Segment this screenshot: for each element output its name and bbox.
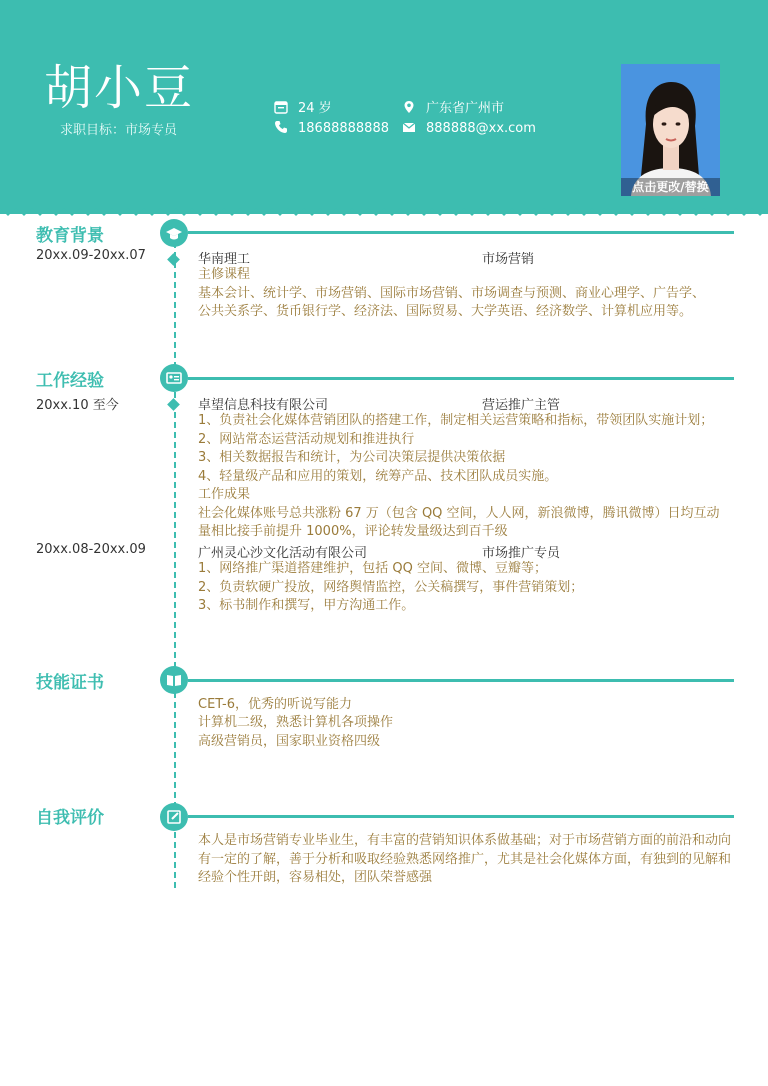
school-name: 华南理工	[198, 252, 251, 267]
skill-item-1: CET-6，优秀的听说写能力	[198, 697, 353, 712]
skill-item-3: 高级营销员，国家职业资格四级	[198, 734, 381, 749]
education-icon-badge	[160, 219, 188, 247]
candidate-name: 胡小豆	[44, 60, 195, 116]
job-1-line-7: 量相比接手前提升 1000%，评论转发量级达到百千级	[198, 524, 508, 539]
job-1-achievement-label: 工作成果	[198, 487, 251, 502]
job-2-line-1: 1、网络推广渠道搭建维护，包括 QQ 空间、微博、豆瓣等；	[198, 561, 548, 576]
age-text: 24 岁	[298, 101, 332, 116]
skill-item-2: 计算机二级，熟悉计算机各项操作	[198, 715, 394, 730]
book-icon	[160, 666, 188, 694]
course-label: 主修课程	[198, 267, 251, 282]
job-1-position: 营运推广主管	[482, 398, 561, 413]
job-1-line-2: 2、网站常态运营活动规划和推进执行	[198, 432, 415, 447]
header-zigzag-edge	[0, 204, 768, 218]
phone-icon	[274, 120, 288, 134]
course-line-2: 公共关系学、货币银行学、经济法、国际贸易、大学英语、经济数学、计算机应用等。	[198, 304, 693, 319]
job-1-company: 卓望信息科技有限公司	[198, 398, 329, 413]
self-eval-icon-badge	[160, 803, 188, 831]
education-date: 20xx.09-20xx.07	[36, 248, 146, 263]
job-2-date: 20xx.08-20xx.09	[36, 542, 146, 557]
self-eval-divider	[188, 815, 734, 818]
skills-title: 技能证书	[36, 673, 104, 693]
job-2-line-2: 2、负责软硬广投放，网络舆情监控，公关稿撰写，事件营销策划；	[198, 580, 584, 595]
education-divider	[188, 231, 734, 234]
job-1-marker	[167, 398, 180, 411]
job-1-line-3: 3、相关数据报告和统计，为公司决策层提供决策依据	[198, 450, 506, 465]
self-eval-text: 本人是市场营销专业毕业生，有丰富的营销知识体系做基础；对于市场营销方面的前沿和动向有一定的了解，善于分析和吸取经验熟悉网络推广，尤其是社会化媒体方面，有独到的见解和经验个性开朗，容易相处，团队荣誉感强	[198, 833, 732, 885]
major-name: 市场营销	[482, 252, 535, 267]
email-info	[402, 120, 536, 138]
edit-icon	[160, 803, 188, 831]
profile-photo[interactable]	[621, 64, 720, 196]
timeline-line	[174, 232, 176, 888]
work-title: 工作经验	[36, 371, 104, 391]
location-info	[402, 100, 504, 118]
job-2-position: 市场推广专员	[482, 546, 561, 561]
education-title: 教育背景	[36, 226, 104, 246]
email-text: 888888@xx.com	[426, 121, 536, 136]
age-info	[274, 100, 332, 118]
id-card-icon	[160, 364, 188, 392]
job-2-line-3: 3、标书制作和撰写，甲方沟通工作。	[198, 598, 415, 613]
education-marker	[167, 253, 180, 266]
skills-divider	[188, 679, 734, 682]
job-2-company: 广州灵心沙文化活动有限公司	[198, 546, 368, 561]
photo-change-caption[interactable]: 点击更改/替换	[621, 178, 720, 196]
email-icon	[402, 120, 416, 134]
job-1-date: 20xx.10 至今	[36, 398, 119, 413]
location-icon	[402, 100, 416, 114]
work-icon-badge	[160, 364, 188, 392]
phone-info	[274, 120, 389, 138]
work-divider	[188, 377, 734, 380]
self-eval-title: 自我评价	[36, 808, 104, 828]
job-1-line-1: 1、负责社会化媒体营销团队的搭建工作，制定相关运营策略和指标，带领团队实施计划；	[198, 413, 714, 428]
graduation-cap-icon	[160, 219, 188, 247]
job-objective: 求职目标：市场专员	[60, 123, 178, 138]
job-1-line-6: 社会化媒体账号总共涨粉 67 万（包含 QQ 空间，人人网，新浪微博，腾讯微博）日均互动	[198, 506, 720, 521]
calendar-icon	[274, 100, 288, 114]
phone-text: 18688888888	[298, 121, 389, 136]
skills-icon-badge	[160, 666, 188, 694]
location-text: 广东省广州市	[426, 101, 505, 116]
job-1-line-4: 4、轻量级产品和应用的策划，统筹产品、技术团队成员实施。	[198, 469, 558, 484]
portrait-illustration	[621, 64, 720, 196]
course-line-1: 基本会计、统计学、市场营销、国际市场营销、市场调查与预测、商业心理学、广告学、	[198, 286, 706, 301]
